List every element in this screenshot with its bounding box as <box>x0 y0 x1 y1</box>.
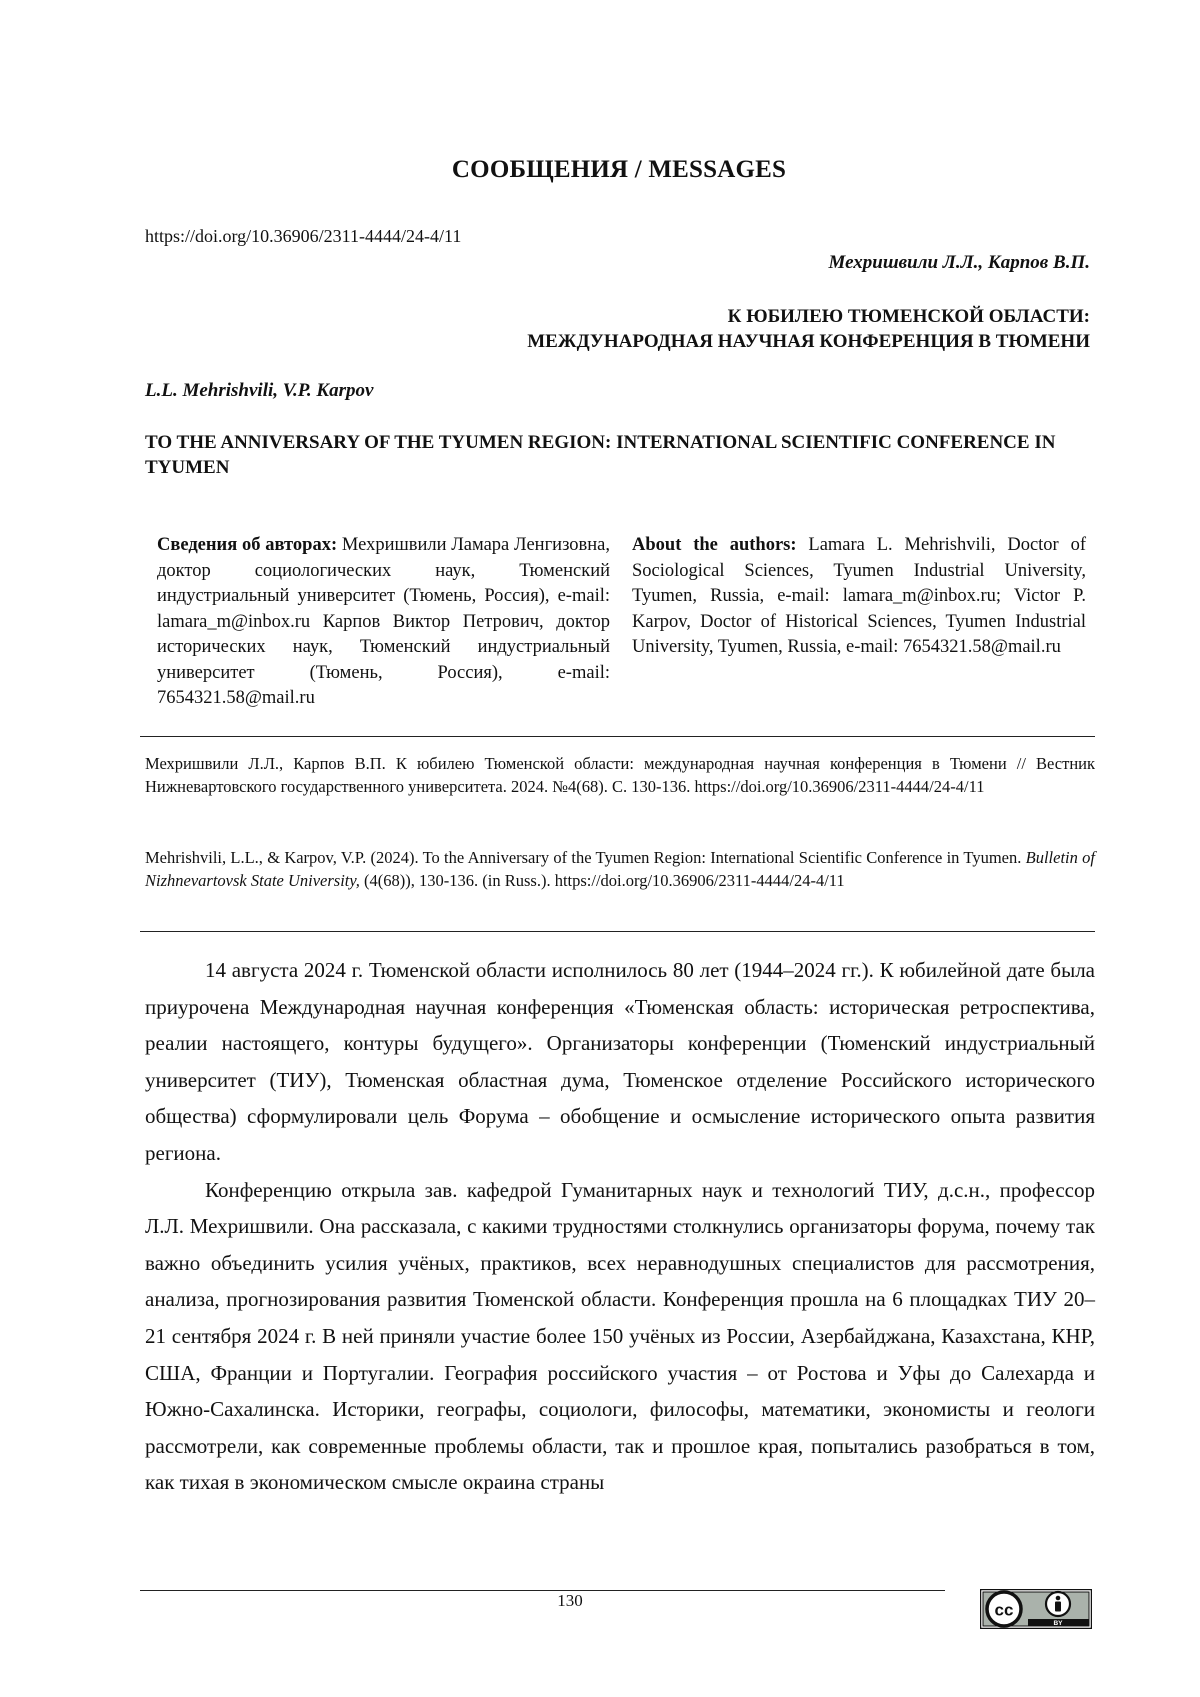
svg-text:cc: cc <box>994 1600 1014 1620</box>
citation-en-journal: Bulletin of Nizhnevartovsk State University, <box>145 848 1095 890</box>
article-title-ru-line1: К ЮБИЛЕЮ ТЮМЕНСКОЙ ОБЛАСТИ: <box>727 306 1090 327</box>
body-paragraph: Конференцию открыла зав. кафедрой Гуманитарных наук и технологий ТИУ, д.с.н., профессор Л.Л. Мехришвили. Она рассказала, с какими трудностями столкнулись организаторы форума, почему так важно объединить усилия учёных, практиков, всех неравнодушных специалистов для рассмотрения, анализа, прогнозирования развития Тюменской области. Конференция прошла на 6 площадках ТИУ 20–21 сентября 2024 г. В ней приняли участие более 150 учёных из России, Азербайджана, Казахстана, КНР, США, Франции и Португалии. География российского участия – от Ростова и Уфы до Салехарда и Южно-Сахалинска. Историки, географы, социологи, философы, математики, экономисты и геологи рассмотрели, как современные проблемы области, так и прошлое края, попытались разобраться в том, как тихая в экономическом смысле окраина страны <box>145 1177 1095 1495</box>
divider-top <box>140 736 1095 737</box>
citation-en-part1: Mehrishvili, L.L., & Karpov, V.P. (2024). To the Anniversary of the Tyumen Region: International Scientific Conference in Tyumen. <box>145 848 1026 867</box>
doi-link[interactable]: https://doi.org/10.36906/2311-4444/24-4/11 <box>145 226 462 246</box>
citation-en-part2: (4(68)), 130-136. (in Russ.). https://doi.org/10.36906/2311-4444/24-4/11 <box>359 871 845 890</box>
body-paragraph: 14 августа 2024 г. Тюменской области исполнилось 80 лет (1944–2024 гг.). К юбилейной дате была приурочена Международная научная конференция «Тюменская область: историческая ретроспектива, реалии настоящего, контуры будущего». Организаторы конференции (Тюменский индустриальный университет (ТИУ), Тюменская областная дума, Тюменское отделение Российского исторического общества) сформулировали цель Форума – обобщение и осмысление исторического опыта развития региона. <box>145 958 1095 1165</box>
author-info-en-text: Lamara L. Mehrishvili, Doctor of Sociological Sciences, Tyumen Industrial University, Tyumen, Russia, e-mail: lamara_m@inbox.ru; Victor P. Karpov, Doctor of Historical Sciences, Tyumen Industrial University, Tyumen, Russia, e-mail: 7654321.58@mail.ru <box>632 535 1086 657</box>
author-info-ru-text: Мехришвили Ламара Ленгизовна, доктор социологических наук, Тюменский индустриальный университет (Тюмень, Россия), e-mail: lamara_m@inbox.ru Карпов Виктор Петрович, доктор исторических наук, Тюменский индустриальный университет (Тюмень, Россия), e-mail: 7654321.58@mail.ru <box>157 535 610 708</box>
citation-en <box>145 846 1095 892</box>
author-info-ru-label: Сведения об авторах: <box>157 535 338 555</box>
author-info-ru <box>157 533 610 712</box>
author-info-en <box>632 533 1086 661</box>
license-badge-text: BY <box>1053 1620 1063 1627</box>
divider-bottom <box>140 931 1095 932</box>
page-number: 130 <box>557 1591 583 1610</box>
article-title-en: TO THE ANNIVERSARY OF THE TYUMEN REGION: INTERNATIONAL SCIENTIFIC CONFERENCE IN TYUMEN <box>145 432 1056 478</box>
article-title-ru <box>527 304 1090 354</box>
authors-en: L.L. Mehrishvili, V.P. Karpov <box>145 380 374 401</box>
section-heading: СООБЩЕНИЯ / MESSAGES <box>451 156 787 183</box>
author-info-en-label: About the authors: <box>632 535 797 555</box>
authors-ru: Мехришвили Л.Л., Карпов В.П. <box>828 252 1090 273</box>
article-title-ru-line2: МЕЖДУНАРОДНАЯ НАУЧНАЯ КОНФЕРЕНЦИЯ В ТЮМЕНИ <box>527 331 1090 352</box>
creative-commons-by-icon[interactable] <box>980 1589 1092 1629</box>
citation-ru: Мехришвили Л.Л., Карпов В.П. К юбилею Тюменской области: международная научная конференция в Тюмени // Вестник Нижневартовского государственного университета. 2024. №4(68). С. 130-136. https://doi.org/10.36906/2311-4444/24-4/11 <box>145 754 1095 796</box>
article-body <box>145 952 1095 1501</box>
